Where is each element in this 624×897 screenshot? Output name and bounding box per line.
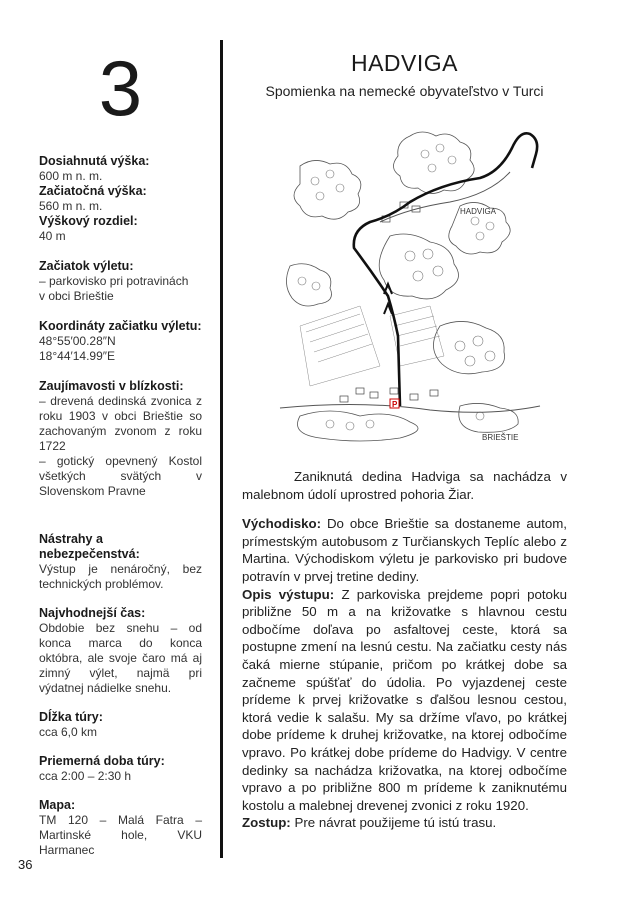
hazards-label: Nástrahy a nebezpečenstvá:: [39, 532, 140, 561]
best-time-label: Najvhodnejší čas:: [39, 606, 146, 620]
nearby-label: Zaujímavosti v blízkosti:: [39, 379, 184, 393]
start-altitude: [39, 184, 202, 214]
trip-duration-label: Priemerná doba túry:: [39, 754, 165, 768]
altitude-reached: [39, 154, 202, 184]
start-altitude-value: 560 m n. m.: [39, 199, 103, 213]
height-difference-label: Výškový rozdiel:: [39, 214, 138, 228]
route-map-illustration: [260, 126, 550, 446]
hazards: [39, 532, 202, 592]
trip-length: [39, 710, 202, 740]
ascent-label: Opis výstupu:: [242, 586, 335, 602]
trip-start-label: Začiatok výletu:: [39, 259, 134, 273]
route-number: 3: [98, 44, 143, 132]
descent-text: Pre návrat použijeme tú istú trasu.: [290, 815, 497, 831]
route-title: HADVIGA: [350, 50, 459, 76]
descent-label: Zostup:: [242, 815, 291, 831]
start-point-text: Do obce Brieštie sa dostaneme autom, prímestským autobusom z Turčianskych Teplíc alebo z Martina. Východiskom výletu je parkovisko pri budove potravín v prvej tretine dediny.: [242, 516, 567, 584]
ascent-text: Z parkoviska prejdeme popri potoku približne 50 m a na križovatke s hlavnou cestu odbočíme doľava po asfaltovej ceste, ktorá sa postupne zmení na lesnú cestu. Na začiatku cesty nás čaká mierne stúpanie, pričom po krátkej dobe sa začneme spúšťať do údolia. Po vyjazdenej ceste prídeme k prvej križovatke s ďalšou lesnou cestou, ktorá vedie k salašu. My sa držíme vľavo, po krátkej dobe prídeme k druhej križovatke, na ktorej odbočíme vpravo. Po krátkej dobe prídeme do Hadvigy. V centre dedinky sa nachádza križovatka, na ktorej odbočíme vpravo a po približne 800 m prídeme k zaniknutému kostolu a malebnej drevenej zvonici z roku 1920.: [242, 586, 567, 813]
route-subtitle: Spomienka na nemecké obyvateľstvo v Turci: [265, 83, 544, 99]
height-difference-value: 40 m: [39, 229, 66, 243]
trip-length-value: cca 6,0 km: [39, 725, 98, 739]
nearby-item: – drevená dedinská zvonica z roku 1903 v obci Brieštie so zachovaným zvonom z roku 1722: [39, 394, 202, 453]
trip-length-label: Dĺžka túry:: [39, 710, 103, 724]
column-divider: [220, 40, 223, 858]
start-altitude-label: Začiatočná výška:: [39, 184, 147, 198]
trip-duration-value: cca 2:00 – 2:30 h: [39, 769, 132, 783]
best-time-value: Obdobie bez snehu – od konca marca do konca októbra, ale svoje čaro má aj zimný výlet, najmä pri výdatnej nádielke snehu.: [39, 621, 202, 695]
best-time: [39, 606, 202, 696]
route-info-sidebar: [39, 40, 202, 858]
intro-paragraph: Zaniknutá dedina Hadviga sa nachádza v malebnom údolí uprostred pohoria Žiar.: [242, 469, 567, 502]
map-parking-label: P: [392, 400, 398, 409]
map-label-hadviga: HADVIGA: [460, 207, 497, 216]
page-number: 36: [18, 857, 33, 872]
start-point-label: Východisko:: [242, 516, 322, 532]
nearby-attractions: [39, 379, 202, 499]
map-info-value: TM 120 – Malá Fatra – Martinské hole, VKU Harmanec: [39, 813, 202, 857]
description-paragraph: [242, 515, 567, 832]
altitude-reached-value: 600 m n. m.: [39, 169, 103, 183]
map-label-briestie: BRIEŠTIE: [482, 433, 519, 442]
map-info-label: Mapa:: [39, 798, 76, 812]
longitude-value: 18°44′14.99″E: [39, 349, 116, 363]
trip-start: [39, 259, 202, 304]
height-difference: [39, 214, 202, 244]
trip-start-line: – parkovisko pri potravinách: [39, 274, 189, 288]
coordinates-label: Koordináty začiatku výletu:: [39, 319, 202, 333]
start-coordinates: [39, 319, 202, 364]
trip-start-line: v obci Brieštie: [39, 289, 114, 303]
altitude-reached-label: Dosiahnutá výška:: [39, 154, 150, 168]
trip-duration: [39, 754, 202, 784]
hazards-value: Výstup je nenáročný, bez technických problémov.: [39, 562, 202, 591]
map-info: [39, 798, 202, 858]
main-column: [242, 40, 567, 832]
latitude-value: 48°55′00.28″N: [39, 334, 116, 348]
nearby-item: – gotický opevnený Kostol všetkých svätých v Slovenskom Pravne: [39, 454, 202, 498]
